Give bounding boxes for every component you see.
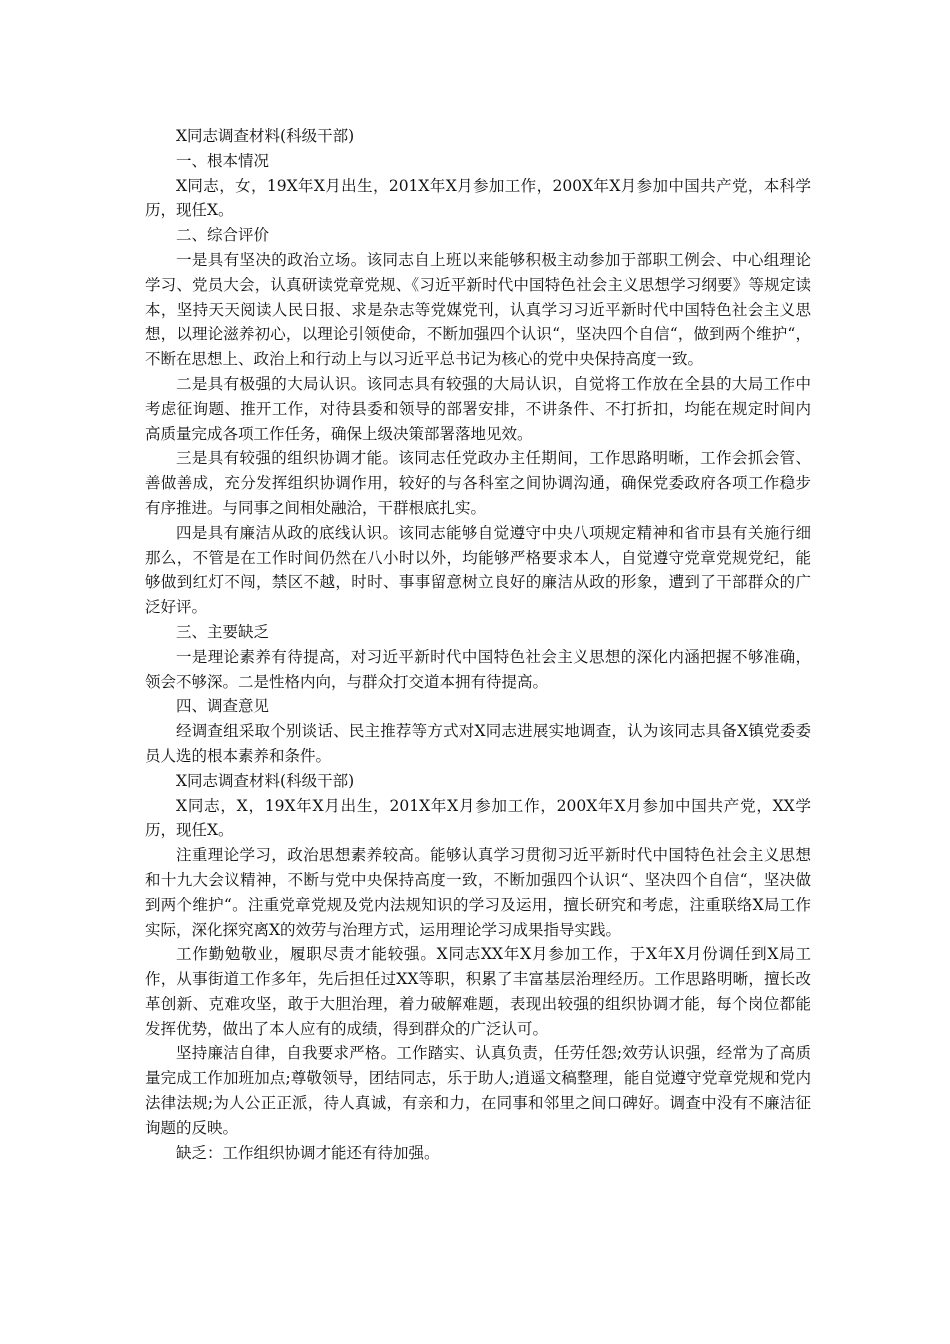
paragraph: 二是具有极强的大局认识。该同志具有较强的大局认识，自觉将工作放在全县的大局工作中考虑征询题、推开工作，对待县委和领导的部署安排，不讲条件、不打折扣，均能在规定时间内高质量完成各项工作任务，确保上级决策部署落地见效。 bbox=[145, 374, 811, 443]
paragraph: 一是具有坚决的政治立场。该同志自上班以来能够积极主动参加于部职工例会、中心组理论学习、党员大会，认真研读党章党规、《习近平新时代中国特色社会主义思想学习纲要》等规定读本，坚持天天阅读人民日报、求是杂志等党媒党刊，认真学习习近平新时代中国特色社会主义思想，以理论滋养初心，以理论引领使命，不断加强四个认识“，坚决四个自信“，做到两个维护“，不断在思想上、政治上和行动上与以习近平总书记为核心的党中央保持高度一致。 bbox=[145, 250, 811, 369]
document-title: X同志调查材料(科级干部) bbox=[176, 771, 355, 790]
section-heading: 三、主要缺乏 bbox=[176, 622, 270, 641]
paragraph: 一是理论素养有待提高，对习近平新时代中国特色社会主义思想的深化内涵把握不够准确，领会不够深。二是性格内向，与群众打交道本拥有待提高。 bbox=[145, 647, 811, 691]
paragraph: 工作勤勉敬业，履职尽责才能较强。X同志XX年X月参加工作，于X年X月份调任到X局工作，从事街道工作多年，先后担任过XX等职，积累了丰富基层治理经历。工作思路明晰，擅长改革创新、克难攻坚，敢于大胆治理，着力破解难题，表现出较强的组织协调才能，每个岗位都能发挥优势，做出了本人应有的成绩，得到群众的广泛认可。 bbox=[145, 945, 811, 1038]
paragraph: X同志，女，19X年X月出生，201X年X月参加工作，200X年X月参加中国共产党，本科学历，现任X。 bbox=[145, 176, 811, 220]
section-heading: 二、综合评价 bbox=[176, 226, 270, 245]
paragraph: 四是具有廉洁从政的底线认识。该同志能够自觉遵守中央八项规定精神和省市县有关施行细那么，不管是在工作时间仍然在八小时以外，均能够严格要求本人，自觉遵守党章党规党纪，能够做到红灯不闯，禁区不越，时时、事事留意树立良好的廉洁从政的形象，遭到了干部群众的广泛好评。 bbox=[145, 523, 811, 617]
paragraph: 缺乏：工作组织协调才能还有待加强。 bbox=[176, 1143, 440, 1162]
paragraph: X同志，X，19X年X月出生，201X年X月参加工作，200X年X月参加中国共产党，XX学历，现任X。 bbox=[145, 796, 811, 840]
paragraph: 经调查组采取个别谈话、民主推荐等方式对X同志进展实地调查，认为该同志具备X镇党委委员人选的根本素养和条件。 bbox=[145, 722, 811, 765]
paragraph: 坚持廉洁自律，自我要求严格。工作踏实、认真负责，任劳任怨;效劳认识强，经常为了高质量完成工作加班加点;尊敬领导，团结同志，乐于助人;逍遥文稿整理，能自觉遵守党章党规和党内法律法规;为人公正正派，待人真诚，有亲和力，在同事和邻里之间口碑好。调查中没有不廉洁征询题的反映。 bbox=[145, 1044, 811, 1137]
section-heading: 一、根本情况 bbox=[176, 151, 270, 170]
document-title: X同志调查材料(科级干部) bbox=[176, 127, 355, 145]
paragraph: 三是具有较强的组织协调才能。该同志任党政办主任期间，工作思路明晰，工作会抓会管、善做善成，充分发挥组织协调作用，较好的与各科室之间协调沟通，确保党委政府各项工作稳步有序推进。与同事之间相处融洽，干群根底扎实。 bbox=[145, 449, 811, 517]
document-body bbox=[145, 124, 811, 1165]
section-heading: 四、调查意见 bbox=[176, 697, 270, 716]
paragraph: 注重理论学习，政治思想素养较高。能够认真学习贯彻习近平新时代中国特色社会主义思想和十九大会议精神，不断与党中央保持高度一致，不断加强四个认识“、坚决四个自信“，坚决做到两个维护“。注重党章党规及党内法规知识的学习及运用，擅长研究和考虑，注重联络X局工作实际，深化探究离X的效劳与治理方式，运用理论学习成果指导实践。 bbox=[145, 846, 811, 939]
